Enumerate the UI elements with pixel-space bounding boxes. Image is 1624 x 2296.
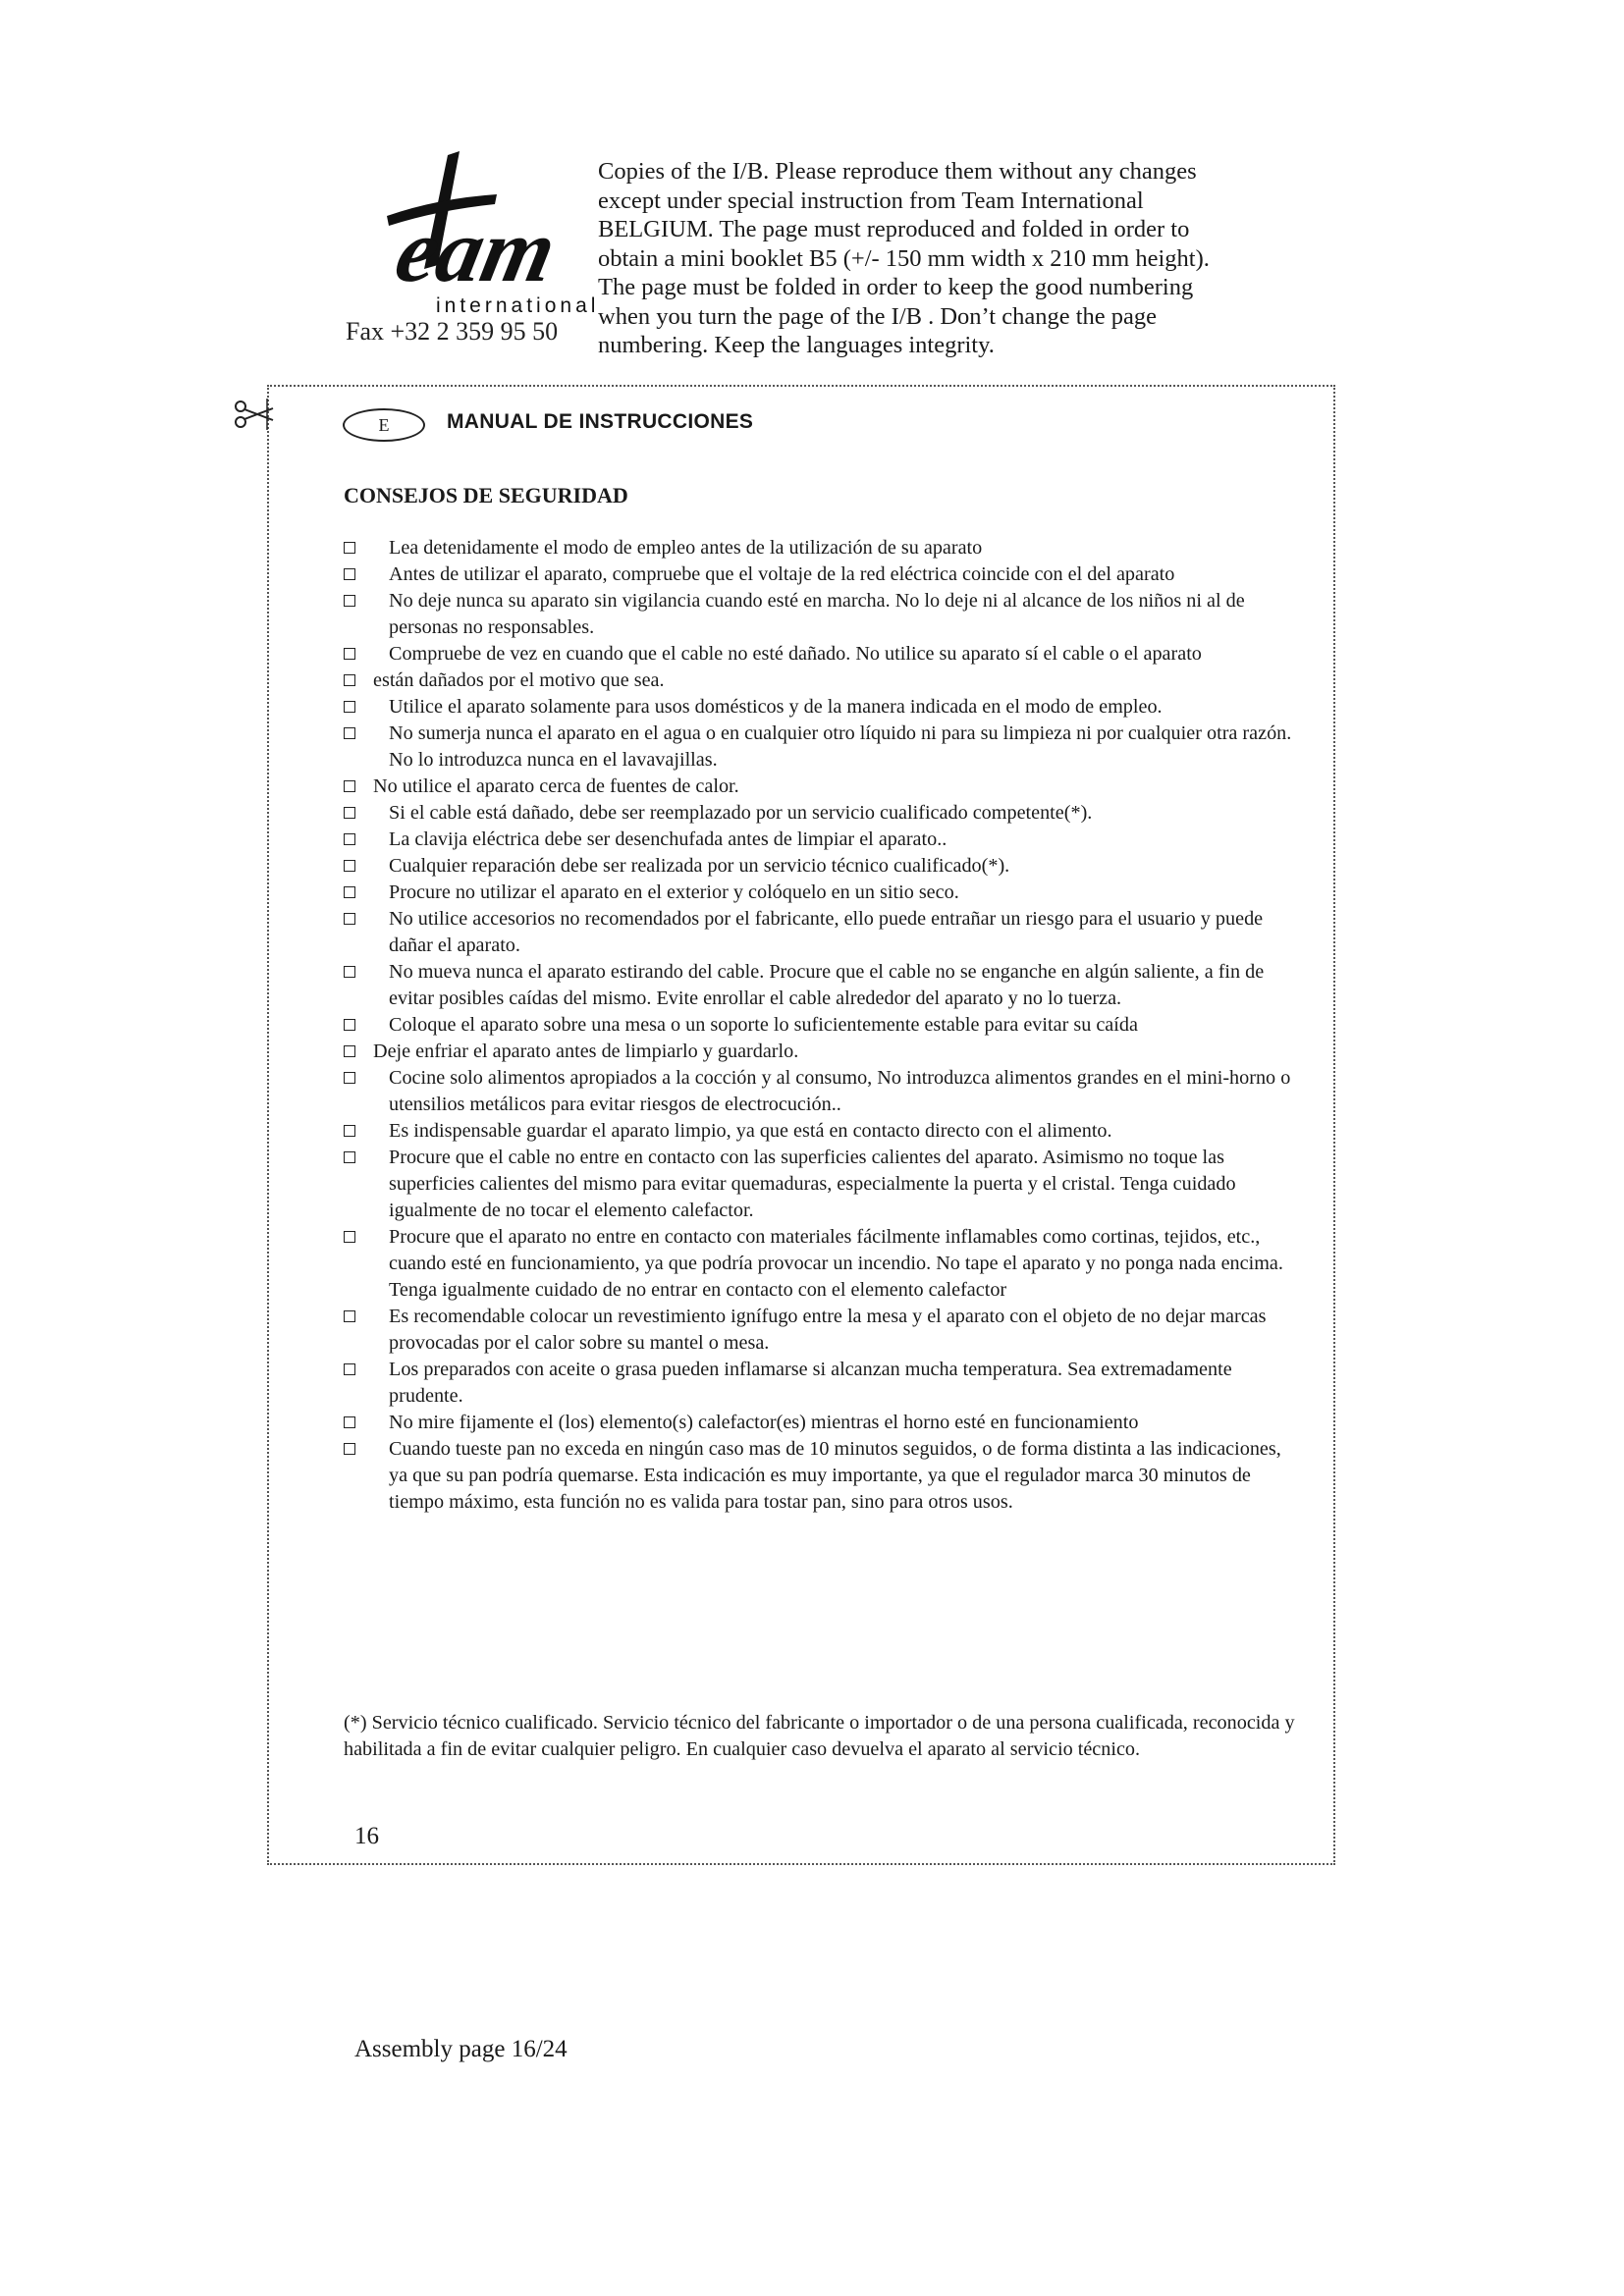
list-item: Cualquier reparación debe ser realizada por un servicio técnico cualificado(*).: [344, 853, 1301, 880]
list-item: Si el cable está dañado, debe ser reemplazado por un servicio cualificado competente(*).: [344, 800, 1301, 827]
checkbox-bullet-icon: [344, 1443, 355, 1455]
language-badge: E: [343, 408, 425, 442]
instruction-line: The page must be folded in order to keep the good numbering: [598, 274, 1194, 300]
checkbox-bullet-icon: [344, 595, 355, 607]
instruction-line: BELGIUM. The page must reproduced and folded in order to: [598, 216, 1190, 242]
list-item: No sumerja nunca el aparato en el agua o en cualquier otro líquido ni para su limpieza ni por cualquier otra razón. No lo introduzca nunca en el lavavajillas.: [344, 721, 1301, 774]
checkbox-bullet-icon: [344, 833, 355, 845]
checkbox-bullet-icon: [344, 1310, 355, 1322]
checkbox-bullet-icon: [344, 542, 355, 554]
safety-list: [344, 535, 1301, 1516]
list-item: La clavija eléctrica debe ser desenchufada antes de limpiar el aparato..: [344, 827, 1301, 853]
list-item: están dañados por el motivo que sea.: [344, 667, 1301, 694]
instruction-line: Copies of the I/B. Please reproduce them without any changes: [598, 158, 1197, 185]
checkbox-bullet-icon: [344, 568, 355, 580]
checkbox-bullet-icon: [344, 1151, 355, 1163]
list-item: No mire fijamente el (los) elemento(s) calefactor(es) mientras el horno esté en funcionamiento: [344, 1410, 1301, 1436]
checkbox-bullet-icon: [344, 886, 355, 898]
checkbox-bullet-icon: [344, 966, 355, 978]
list-item: Coloque el aparato sobre una mesa o un soporte lo suficientemente estable para evitar su caída: [344, 1012, 1301, 1039]
checkbox-bullet-icon: [344, 1072, 355, 1084]
checkbox-bullet-icon: [344, 913, 355, 925]
page-number: 16: [354, 1823, 379, 1849]
list-item: Procure no utilizar el aparato en el exterior y colóquelo en un sitio seco.: [344, 880, 1301, 906]
list-item: No utilice accesorios no recomendados por el fabricante, ello puede entrañar un riesgo para el usuario y puede dañar el aparato.: [344, 906, 1301, 959]
list-item: Utilice el aparato solamente para usos domésticos y de la manera indicada en el modo de empleo.: [344, 694, 1301, 721]
instruction-line: when you turn the page of the I/B . Don’t change the page: [598, 302, 1158, 330]
checkbox-bullet-icon: [344, 674, 355, 686]
checkbox-bullet-icon: [344, 1363, 355, 1375]
checkbox-bullet-icon: [344, 860, 355, 872]
instruction-line: obtain a mini booklet B5 (+/- 150 mm width x 210 mm height).: [598, 244, 1210, 272]
svg-text:international: international: [436, 294, 600, 317]
list-item: Es recomendable colocar un revestimiento ignífugo entre la mesa y el aparato con el objeto de no dejar marcas provocadas por el calor sobre su mantel o mesa.: [344, 1304, 1301, 1357]
instruction-line: except under special instruction from Team International: [598, 187, 1144, 214]
checkbox-bullet-icon: [344, 1231, 355, 1243]
list-item: Lea detenidamente el modo de empleo antes de la utilización de su aparato: [344, 535, 1301, 561]
footnote: (*) Servicio técnico cualificado. Servicio técnico del fabricante o importador o de una persona cualificada, reconocida y habilitada a fin de evitar cualquier peligro. En cualquier caso devuelva el aparato al servicio técnico.: [344, 1712, 1295, 1760]
section-title: CONSEJOS DE SEGURIDAD: [344, 483, 628, 507]
instruction-line: numbering. Keep the languages integrity.: [598, 332, 995, 358]
list-item: No deje nunca su aparato sin vigilancia cuando esté en marcha. No lo deje ni al alcance de los niños ni al de personas no responsables.: [344, 588, 1301, 641]
checkbox-bullet-icon: [344, 780, 355, 792]
team-international-logo: [379, 147, 600, 319]
list-item: Cuando tueste pan no exceda en ningún caso mas de 10 minutos seguidos, o de forma distinta a las indicaciones, ya que su pan podría quemarse. Esta indicación es muy importante, ya que el regulador marca 30 minutos de tiempo máximo, esta función no es valida para tostar pan, sino para otros usos.: [344, 1436, 1301, 1516]
list-item: Los preparados con aceite o grasa pueden inflamarse si alcanzan mucha temperatura. Sea extremadamente prudente.: [344, 1357, 1301, 1410]
list-item: Antes de utilizar el aparato, compruebe que el voltaje de la red eléctrica coincide con el del aparato: [344, 561, 1301, 588]
checkbox-bullet-icon: [344, 807, 355, 819]
list-item: Procure que el aparato no entre en contacto con materiales fácilmente inflamables como cortinas, tejidos, etc., cuando esté en funcionamiento, ya que podría provocar un incendio. No tape el aparato y no ponga nada encima. Tenga igualmente cuidado de no entrar en contacto con el elemento calefactor: [344, 1224, 1301, 1304]
list-item: No mueva nunca el aparato estirando del cable. Procure que el cable no se enganche en algún saliente, a fin de evitar posibles caídas del mismo. Evite enrollar el cable alrededor del aparato y no lo tuerza.: [344, 959, 1301, 1012]
checkbox-bullet-icon: [344, 648, 355, 660]
svg-text:eam: eam: [387, 200, 565, 301]
checkbox-bullet-icon: [344, 727, 355, 739]
assembly-page: Assembly page 16/24: [354, 2036, 568, 2062]
manual-title: MANUAL DE INSTRUCCIONES: [447, 410, 754, 433]
checkbox-bullet-icon: [344, 1019, 355, 1031]
list-item: Procure que el cable no entre en contacto con las superficies calientes del aparato. Asimismo no toque las superficies calientes del mismo para evitar quemaduras, especialmente la puerta y el cristal. Tenga cuidado igualmente de no tocar el elemento calefactor.: [344, 1145, 1301, 1224]
fax-number: Fax +32 2 359 95 50: [346, 317, 559, 346]
scissors-icon: [234, 397, 277, 432]
list-item: Es indispensable guardar el aparato limpio, ya que está en contacto directo con el alimento.: [344, 1118, 1301, 1145]
checkbox-bullet-icon: [344, 701, 355, 713]
checkbox-bullet-icon: [344, 1125, 355, 1137]
list-item: Deje enfriar el aparato antes de limpiarlo y guardarlo.: [344, 1039, 1301, 1065]
checkbox-bullet-icon: [344, 1416, 355, 1428]
list-item: Compruebe de vez en cuando que el cable no esté dañado. No utilice su aparato sí el cable o el aparato: [344, 641, 1301, 667]
list-item: Cocine solo alimentos apropiados a la cocción y al consumo, No introduzca alimentos grandes en el mini-horno o utensilios metálicos para evitar riesgos de electrocución..: [344, 1065, 1301, 1118]
list-item: No utilice el aparato cerca de fuentes de calor.: [344, 774, 1301, 800]
checkbox-bullet-icon: [344, 1045, 355, 1057]
reproduction-instructions: [598, 157, 1285, 360]
